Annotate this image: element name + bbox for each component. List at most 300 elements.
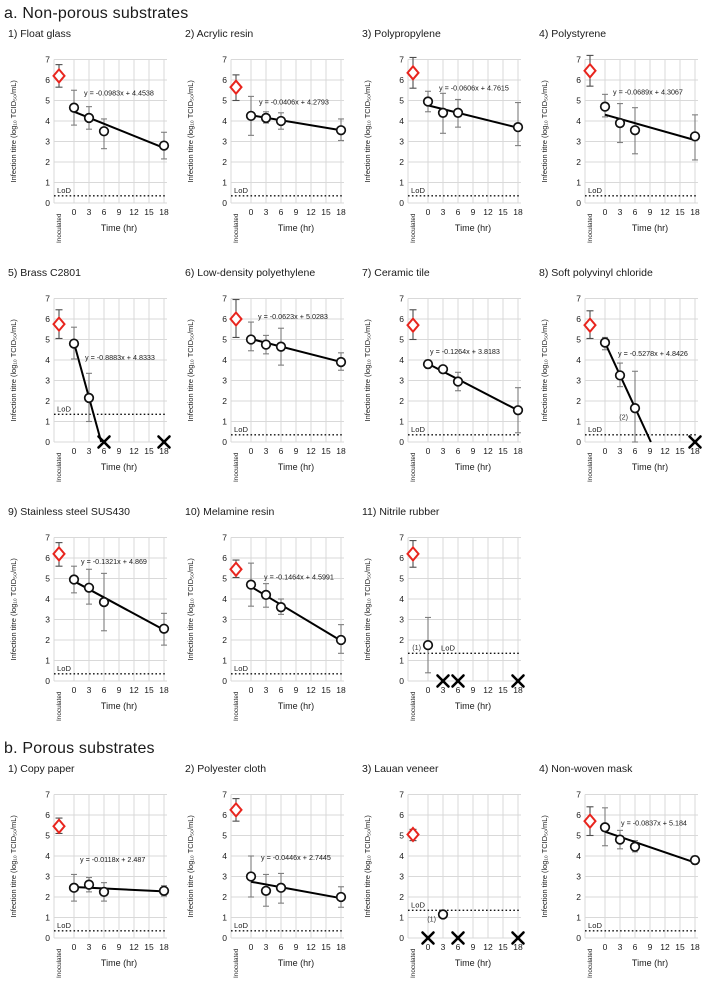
y-tick-label: 6: [222, 75, 227, 85]
y-tick-label: 6: [45, 553, 50, 563]
y-tick-label: 2: [576, 396, 581, 406]
x-tick-label: 3: [86, 942, 92, 952]
y-tick-label: 0: [576, 933, 581, 943]
y-tick-label: 7: [576, 54, 581, 65]
y-tick-label: 6: [576, 314, 581, 324]
y-tick-label: 4: [399, 355, 404, 365]
x-tick-label: 6: [632, 446, 638, 456]
x-tick-label: 0: [248, 685, 254, 695]
inoculated-diamond: [585, 815, 596, 828]
panel-a4: [535, 25, 709, 250]
x-axis-title: Time (hr): [454, 701, 492, 711]
x-tick-label: 3: [263, 446, 269, 456]
y-tick-label: 6: [399, 553, 404, 563]
x-tick-label: 3: [440, 207, 446, 217]
y-tick-label: 0: [399, 198, 404, 208]
y-tick-label: 6: [45, 314, 50, 324]
y-tick-label: 4: [399, 851, 404, 861]
x-tick-label: 12: [306, 685, 316, 695]
y-tick-label: 3: [45, 136, 50, 147]
panel-title: 1) Copy paper: [8, 763, 75, 775]
gridlines: [408, 538, 521, 682]
x-tick-label: 9: [647, 942, 653, 952]
x-tick-label: 15: [321, 207, 331, 217]
lod-label: LoD: [234, 663, 248, 673]
y-tick-label: 7: [222, 54, 227, 65]
y-tick-label: 3: [576, 375, 581, 386]
inoculated-tick-label: Inoculated: [410, 213, 417, 243]
y-tick-label: 5: [576, 334, 581, 345]
panel-title: 3) Polypropylene: [362, 28, 441, 40]
x-tick-label: 3: [440, 942, 446, 952]
y-axis-title: Infection titre (log₁₀ TCID₅₀/mL): [540, 815, 549, 918]
x-tick-label: 0: [248, 446, 254, 456]
y-tick-label: 2: [45, 892, 50, 902]
inoculated-tick-label: Inoculated: [56, 948, 63, 978]
x-tick-label: 0: [71, 207, 77, 217]
data-point: [247, 580, 256, 589]
panel-title: 10) Melamine resin: [185, 506, 275, 518]
y-tick-label: 3: [576, 136, 581, 147]
y-axis-title: Infection titre (log₁₀ TCID₅₀/mL): [186, 319, 195, 422]
y-tick-label: 7: [399, 789, 404, 800]
gridlines: [231, 795, 344, 939]
x-tick-label: 6: [101, 942, 107, 952]
x-tick-label: 15: [321, 942, 331, 952]
chart-b1: [4, 760, 179, 985]
y-tick-label: 7: [576, 789, 581, 800]
y-axis-title: Infection titre (log₁₀ TCID₅₀/mL): [9, 558, 18, 661]
section-a-title: a. Non-porous substrates: [4, 5, 189, 22]
chart-a10: [181, 503, 356, 728]
x-tick-label: 9: [293, 685, 299, 695]
inoculated-diamond: [585, 319, 596, 332]
replicate-count-annotation: (2): [619, 412, 628, 422]
chart-a8: [535, 264, 709, 489]
lod-label: LoD: [234, 185, 248, 195]
x-tick-label: 9: [647, 446, 653, 456]
data-point: [601, 338, 610, 347]
y-tick-label: 2: [399, 157, 404, 167]
x-tick-label: 0: [425, 685, 431, 695]
x-tick-label: 9: [116, 446, 122, 456]
y-tick-label: 4: [222, 116, 227, 126]
lod-label: LoD: [57, 404, 71, 414]
lod-label: LoD: [588, 920, 602, 930]
y-tick-label: 5: [222, 95, 227, 106]
y-tick-label: 2: [399, 396, 404, 406]
y-tick-label: 3: [222, 614, 227, 625]
x-tick-label: 12: [129, 207, 139, 217]
inoculated-tick-label: Inoculated: [410, 691, 417, 721]
x-tick-label: 0: [602, 446, 608, 456]
x-tick-label: 12: [129, 942, 139, 952]
data-point: [262, 591, 271, 600]
chart-a11: [358, 503, 533, 728]
inoculated-diamond: [231, 313, 242, 326]
data-point: [70, 883, 79, 892]
equation-label: y = -0.0689x + 4.3067: [613, 87, 683, 97]
y-tick-label: 0: [576, 198, 581, 208]
inoculated-tick-label: Inoculated: [56, 452, 63, 482]
y-tick-label: 4: [222, 851, 227, 861]
equation-label: y = -0.0983x + 4.4538: [84, 88, 154, 98]
x-axis-title: Time (hr): [277, 223, 315, 233]
chart-b2: [181, 760, 356, 985]
y-tick-label: 2: [45, 396, 50, 406]
y-tick-label: 7: [45, 532, 50, 543]
panel-b4: [535, 760, 709, 985]
y-tick-label: 4: [399, 594, 404, 604]
y-tick-label: 4: [576, 851, 581, 861]
y-tick-label: 0: [45, 437, 50, 447]
y-tick-label: 0: [45, 933, 50, 943]
y-tick-label: 1: [222, 177, 227, 188]
y-tick-label: 5: [45, 573, 50, 584]
y-tick-label: 3: [45, 871, 50, 882]
x-tick-label: 15: [675, 446, 685, 456]
x-tick-label: 9: [470, 685, 476, 695]
x-tick-label: 18: [690, 207, 700, 217]
y-tick-label: 6: [399, 314, 404, 324]
x-tick-label: 12: [306, 446, 316, 456]
y-tick-label: 0: [45, 676, 50, 686]
panel-b3: [358, 760, 533, 985]
data-point: [616, 371, 625, 380]
x-tick-label: 9: [647, 207, 653, 217]
equation-label: y = -0.0446x + 2.7445: [261, 853, 331, 863]
y-axis-title: Infection titre (log₁₀ TCID₅₀/mL): [9, 815, 18, 918]
chart-b4: [535, 760, 709, 985]
x-tick-label: 3: [263, 685, 269, 695]
y-axis-title: Infection titre (log₁₀ TCID₅₀/mL): [186, 80, 195, 183]
x-tick-label: 12: [483, 942, 493, 952]
data-point: [100, 598, 109, 607]
data-point: [616, 835, 625, 844]
gridlines: [408, 60, 521, 204]
lod-label: LoD: [411, 900, 425, 910]
x-tick-label: 18: [159, 446, 169, 456]
x-tick-label: 6: [455, 942, 461, 952]
x-tick-label: 12: [483, 685, 493, 695]
y-axis-title: Infection titre (log₁₀ TCID₅₀/mL): [540, 319, 549, 422]
x-tick-label: 0: [425, 446, 431, 456]
panel-title: 2) Polyester cloth: [185, 763, 267, 775]
section-a-panels: [4, 25, 709, 728]
data-point: [439, 365, 448, 374]
x-tick-label: 15: [321, 685, 331, 695]
y-tick-label: 1: [399, 177, 404, 188]
data-point: [160, 624, 169, 633]
x-tick-label: 0: [71, 942, 77, 952]
x-tick-label: 15: [675, 207, 685, 217]
x-tick-label: 12: [129, 685, 139, 695]
inoculated-tick-label: Inoculated: [56, 691, 63, 721]
y-tick-label: 1: [576, 416, 581, 427]
y-tick-label: 7: [222, 789, 227, 800]
x-tick-label: 6: [455, 446, 461, 456]
x-tick-label: 15: [144, 942, 154, 952]
data-point: [439, 109, 448, 118]
data-point: [616, 119, 625, 128]
x-tick-label: 9: [116, 207, 122, 217]
section-b-title: b. Porous substrates: [4, 740, 155, 757]
lod-label: LoD: [57, 920, 71, 930]
x-tick-label: 6: [455, 685, 461, 695]
data-point: [85, 880, 94, 889]
inoculated-diamond: [231, 81, 242, 94]
x-tick-label: 18: [513, 446, 523, 456]
y-tick-label: 1: [399, 416, 404, 427]
inoculated-tick-label: Inoculated: [233, 691, 240, 721]
y-tick-label: 4: [399, 116, 404, 126]
y-tick-label: 1: [45, 416, 50, 427]
data-point: [277, 117, 286, 126]
x-tick-label: 18: [336, 942, 346, 952]
x-tick-label: 18: [513, 685, 523, 695]
data-point: [631, 126, 640, 135]
lod-label: LoD: [588, 185, 602, 195]
gridlines: [231, 60, 344, 204]
x-tick-label: 6: [278, 942, 284, 952]
y-tick-label: 3: [399, 375, 404, 386]
inoculated-tick-label: Inoculated: [56, 213, 63, 243]
chart-a1: [4, 25, 179, 250]
panel-title: 5) Brass C2801: [8, 267, 81, 279]
data-point: [100, 888, 109, 897]
y-tick-label: 7: [45, 293, 50, 304]
lod-label: LoD: [441, 643, 455, 653]
data-point: [70, 575, 79, 584]
x-tick-label: 15: [498, 942, 508, 952]
x-tick-label: 0: [425, 942, 431, 952]
y-tick-label: 0: [222, 933, 227, 943]
y-tick-label: 4: [222, 594, 227, 604]
replicate-count-annotation: (1): [412, 643, 421, 653]
panel-a11: [358, 503, 533, 728]
x-tick-label: 15: [144, 207, 154, 217]
x-tick-label: 6: [632, 942, 638, 952]
x-tick-label: 9: [470, 446, 476, 456]
x-axis-title: Time (hr): [454, 223, 492, 233]
x-tick-label: 18: [159, 207, 169, 217]
panel-title: 6) Low-density polyethylene: [185, 267, 316, 279]
y-tick-label: 7: [576, 293, 581, 304]
y-tick-label: 1: [45, 912, 50, 923]
y-tick-label: 6: [576, 810, 581, 820]
x-axis-title: Time (hr): [277, 462, 315, 472]
panel-title: 11) Nitrile rubber: [362, 506, 440, 518]
data-point: [247, 335, 256, 344]
y-tick-label: 3: [222, 871, 227, 882]
data-point: [277, 603, 286, 612]
equation-label: y = -0.0606x + 4.7615: [439, 83, 509, 93]
data-point: [337, 126, 346, 135]
x-tick-label: 0: [248, 207, 254, 217]
chart-a4: [535, 25, 709, 250]
x-tick-label: 18: [513, 942, 523, 952]
chart-a7: [358, 264, 533, 489]
y-tick-label: 2: [222, 157, 227, 167]
inoculated-diamond: [231, 563, 242, 576]
chart-b3: [358, 760, 533, 985]
x-tick-label: 9: [293, 446, 299, 456]
equation-label: y = -0.0623x + 5.0283: [258, 312, 328, 321]
inoculated-tick-label: Inoculated: [233, 452, 240, 482]
y-tick-label: 5: [399, 95, 404, 106]
data-point: [424, 97, 433, 106]
y-axis-title: Infection titre (log₁₀ TCID₅₀/mL): [540, 80, 549, 183]
inoculated-diamond: [408, 66, 419, 79]
x-tick-label: 18: [513, 207, 523, 217]
x-tick-label: 9: [116, 685, 122, 695]
y-tick-label: 3: [45, 375, 50, 386]
x-tick-label: 9: [470, 942, 476, 952]
gridlines: [408, 795, 521, 939]
data-point: [160, 887, 169, 896]
x-tick-label: 9: [293, 942, 299, 952]
y-tick-label: 3: [399, 136, 404, 147]
y-tick-label: 1: [45, 655, 50, 666]
panel-title: 3) Lauan veneer: [362, 763, 439, 775]
y-tick-label: 4: [576, 355, 581, 365]
x-tick-label: 18: [336, 207, 346, 217]
inoculated-diamond: [231, 803, 242, 816]
panel-title: 1) Float glass: [8, 28, 72, 40]
data-point: [85, 583, 94, 592]
x-tick-label: 0: [71, 685, 77, 695]
y-tick-label: 5: [576, 830, 581, 841]
y-tick-label: 0: [399, 933, 404, 943]
chart-a6: [181, 264, 356, 489]
x-tick-label: 6: [632, 207, 638, 217]
y-tick-label: 4: [45, 851, 50, 861]
x-axis-title: Time (hr): [100, 223, 138, 233]
panel-title: 4) Non-woven mask: [539, 763, 633, 775]
y-tick-label: 7: [399, 54, 404, 65]
data-point: [337, 636, 346, 645]
x-tick-label: 0: [602, 207, 608, 217]
y-tick-label: 2: [399, 635, 404, 645]
data-point: [262, 114, 271, 123]
data-point: [262, 887, 271, 896]
x-tick-label: 15: [144, 446, 154, 456]
data-point: [424, 641, 433, 650]
data-point: [631, 842, 640, 851]
panel-a7: [358, 264, 533, 489]
y-tick-label: 3: [399, 614, 404, 625]
equation-label: y = -0.1464x + 4.5991: [264, 572, 334, 582]
y-tick-label: 1: [222, 912, 227, 923]
y-tick-label: 7: [222, 293, 227, 304]
y-tick-label: 6: [222, 314, 227, 324]
x-axis-title: Time (hr): [631, 958, 669, 968]
x-tick-label: 18: [336, 685, 346, 695]
x-tick-label: 12: [306, 942, 316, 952]
data-point: [691, 132, 700, 141]
y-tick-label: 0: [399, 676, 404, 686]
y-tick-label: 5: [45, 95, 50, 106]
y-tick-label: 7: [45, 789, 50, 800]
equation-label: y = -0.0837x + 5.184: [621, 818, 687, 828]
y-tick-label: 1: [399, 912, 404, 923]
x-tick-label: 6: [101, 207, 107, 217]
y-tick-label: 7: [222, 532, 227, 543]
inoculated-tick-label: Inoculated: [587, 213, 594, 243]
lod-label: LoD: [411, 424, 425, 434]
data-point: [337, 358, 346, 367]
y-tick-label: 5: [222, 334, 227, 345]
panel-title: 9) Stainless steel SUS430: [8, 506, 130, 518]
y-tick-label: 4: [45, 594, 50, 604]
data-point: [247, 872, 256, 881]
y-tick-label: 1: [576, 912, 581, 923]
x-tick-label: 15: [675, 942, 685, 952]
replicate-count-annotation: (1): [427, 914, 436, 924]
y-tick-label: 5: [222, 573, 227, 584]
inoculated-diamond: [408, 828, 419, 841]
x-tick-label: 12: [660, 446, 670, 456]
x-tick-label: 0: [71, 446, 77, 456]
x-tick-label: 3: [617, 942, 623, 952]
chart-a3: [358, 25, 533, 250]
x-tick-label: 6: [455, 207, 461, 217]
y-tick-label: 1: [222, 655, 227, 666]
panel-title: 8) Soft polyvinyl chloride: [539, 267, 653, 279]
x-tick-label: 12: [129, 446, 139, 456]
y-tick-label: 1: [222, 416, 227, 427]
y-tick-label: 0: [399, 437, 404, 447]
y-axis-title: Infection titre (log₁₀ TCID₅₀/mL): [363, 815, 372, 918]
lod-label: LoD: [57, 185, 71, 195]
y-tick-label: 6: [45, 810, 50, 820]
inoculated-diamond: [408, 319, 419, 332]
data-point: [514, 123, 523, 132]
y-tick-label: 6: [222, 810, 227, 820]
inoculated-tick-label: Inoculated: [587, 948, 594, 978]
x-tick-label: 12: [306, 207, 316, 217]
y-axis-title: Infection titre (log₁₀ TCID₅₀/mL): [9, 319, 18, 422]
y-tick-label: 6: [222, 553, 227, 563]
x-tick-label: 3: [617, 207, 623, 217]
x-tick-label: 12: [660, 942, 670, 952]
x-tick-label: 18: [690, 942, 700, 952]
inoculated-diamond: [585, 64, 596, 77]
panel-a6: [181, 264, 356, 489]
data-point: [454, 377, 463, 386]
data-point: [160, 141, 169, 150]
data-point: [601, 102, 610, 111]
data-point: [424, 360, 433, 369]
equation-label: y = -0.5278x + 4.8426: [618, 348, 688, 358]
y-tick-label: 0: [222, 198, 227, 208]
x-tick-label: 18: [336, 446, 346, 456]
x-tick-label: 15: [498, 685, 508, 695]
gridlines: [54, 60, 167, 204]
chart-a5: [4, 264, 179, 489]
x-tick-label: 6: [101, 685, 107, 695]
y-tick-label: 1: [399, 655, 404, 666]
x-axis-title: Time (hr): [631, 462, 669, 472]
inoculated-tick-label: Inoculated: [410, 452, 417, 482]
data-point: [100, 127, 109, 136]
data-point: [277, 342, 286, 351]
section-b-panels: [4, 760, 709, 985]
x-tick-label: 18: [159, 942, 169, 952]
y-tick-label: 5: [222, 830, 227, 841]
panel-a8: [535, 264, 709, 489]
x-tick-label: 15: [498, 446, 508, 456]
